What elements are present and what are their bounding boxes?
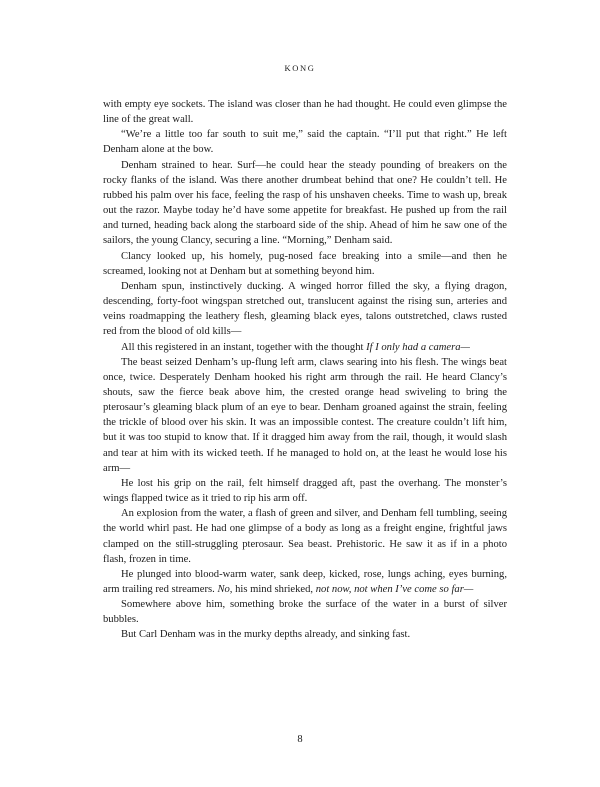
paragraph: An explosion from the water, a flash of green and silver, and Denham fell tumbling, seeing the world whirl past. He had one glimpse of a body as long as a freight engine, frightful jaws clamped on the still-struggling pterosaur. Sea beast. Prehistoric. He saw it as if in a photo flash, frozen in time. bbox=[103, 508, 507, 565]
paragraph: Denham strained to hear. Surf—he could hear the steady pounding of breakers on the rocky flanks of the island. Was there another drumbeat behind that one? He couldn’t tell. He rubbed his palm over his face, feeling the rasp of his unshaven cheeks. Time to wash up, break out the razor. Maybe today he’d have some appetite for breakfast. He pushed up from the rail and turned, heading back along the starboard side of the ship. Ahead of him he saw one of the sailors, the young Clancy, securing a line. “Morning,” Denham said. bbox=[103, 159, 507, 247]
page-number: 8 bbox=[297, 734, 303, 745]
paragraph: He plunged into blood-warm water, sank deep, kicked, rose, lungs aching, eyes burning, arm trailing red streamers. No, his mind shrieked, not now, not when I’ve come so far— bbox=[103, 568, 507, 595]
paragraph: Somewhere above him, something broke the surface of the water in a burst of silver bubbles. bbox=[103, 599, 507, 626]
paragraph: All this registered in an instant, together with the thought If I only had a camera— bbox=[121, 341, 470, 353]
paragraph: He lost his grip on the rail, felt himself dragged aft, past the overhang. The monster’s wings flapped twice as it tried to rip his arm off. bbox=[103, 477, 507, 505]
paragraph: Denham spun, instinctively ducking. A winged horror filled the sky, a flying dragon, descending, forty-foot wingspan stretched out, translucent against the rising sun, arteries and veins roadmapping the leathery flesh, gleaming black eyes, talons outstretched, claws rusted red from the blood of old kills— bbox=[103, 280, 507, 338]
body-text bbox=[103, 97, 507, 643]
paragraph: Clancy looked up, his homely, pug-nosed face breaking into a smile—and then he screamed, looking not at Denham but at something beyond him. bbox=[103, 250, 507, 277]
paragraph: with empty eye sockets. The island was closer than he had thought. He could even glimpse the line of the great wall. bbox=[103, 99, 507, 126]
paragraph: But Carl Denham was in the murky depths already, and sinking fast. bbox=[121, 629, 411, 641]
paragraph: The beast seized Denham’s up-flung left arm, claws searing into his flesh. The wings beat once, twice. Desperately Denham hooked his right arm through the rail. He heard Clancy’s shouts, saw the fierce beak above him, the crested orange head swiveling to bring the pterosaur’s gleaming black plum of an eye to bear. Denham groaned against the strain, feeling the trickle of blood over his skin. It was an impossible contest. The creature couldn’t lift him, but it was too stupid to know that. If it dragged him away from the rail, though, it would slash and tear at him with its wicked teeth. If he managed to hold on, at the least he would lose his arm— bbox=[103, 356, 507, 474]
paragraph: “We’re a little too far south to suit me,” said the captain. “I’ll put that right.” He left Denham alone at the bow. bbox=[103, 129, 507, 156]
running-head: KONG bbox=[284, 63, 316, 73]
